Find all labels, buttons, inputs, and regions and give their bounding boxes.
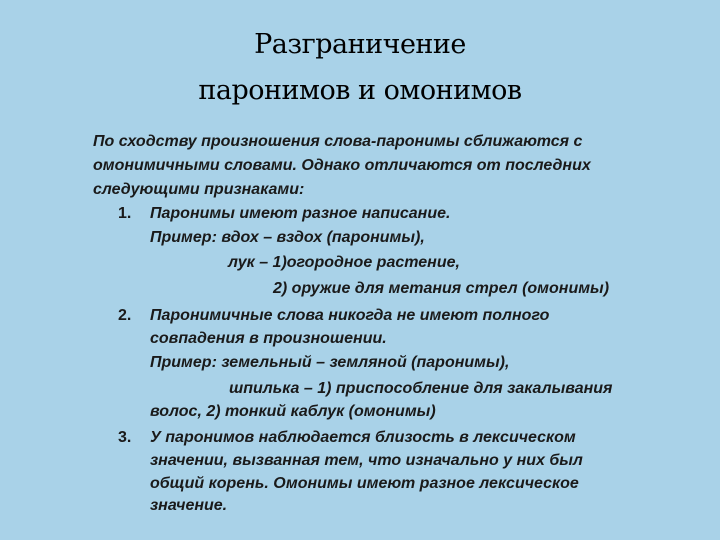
item-1-line-3: лук – 1)огородное растение, [228,254,460,271]
intro-line-3: следующими признаками: [93,181,305,198]
item-2-line-4: шпилька – 1) приспособление для закалывания [229,380,613,397]
item-1-line-2: Пример: вдох – вздох (паронимы), [150,229,425,246]
item-2-line-2: совпадения в произношении. [150,330,387,347]
item-3-line-2: значении, вызванная тем, что изначально у них был [150,452,583,469]
item-2-line-5: волос, 2) тонкий каблук (омонимы) [150,403,436,420]
item-1-line-1: Паронимы имеют разное написание. [150,205,451,222]
item-1-number: 1. [118,205,132,222]
item-3-line-1: У паронимов наблюдается близость в лексическом [150,429,576,446]
slide-title-line-2: паронимов и омонимов [198,75,522,106]
item-2-line-1: Паронимичные слова никогда не имеют полного [150,307,550,324]
item-3-line-4: значение. [150,497,228,514]
intro-line-2: омонимичными словами. Однако отличаются от последних [93,157,591,174]
intro-line-1: По сходству произношения слова-паронимы сближаются с [93,133,583,150]
item-2-line-3: Пример: земельный – земляной (паронимы), [150,354,510,371]
item-2-number: 2. [118,307,132,324]
item-1-line-4: 2) оружие для метания стрел (омонимы) [273,280,610,297]
item-3-number: 3. [118,429,132,446]
slide-title-line-1: Разграничение [254,29,466,60]
item-3-line-3: общий корень. Омонимы имеют разное лексическое [150,475,579,492]
